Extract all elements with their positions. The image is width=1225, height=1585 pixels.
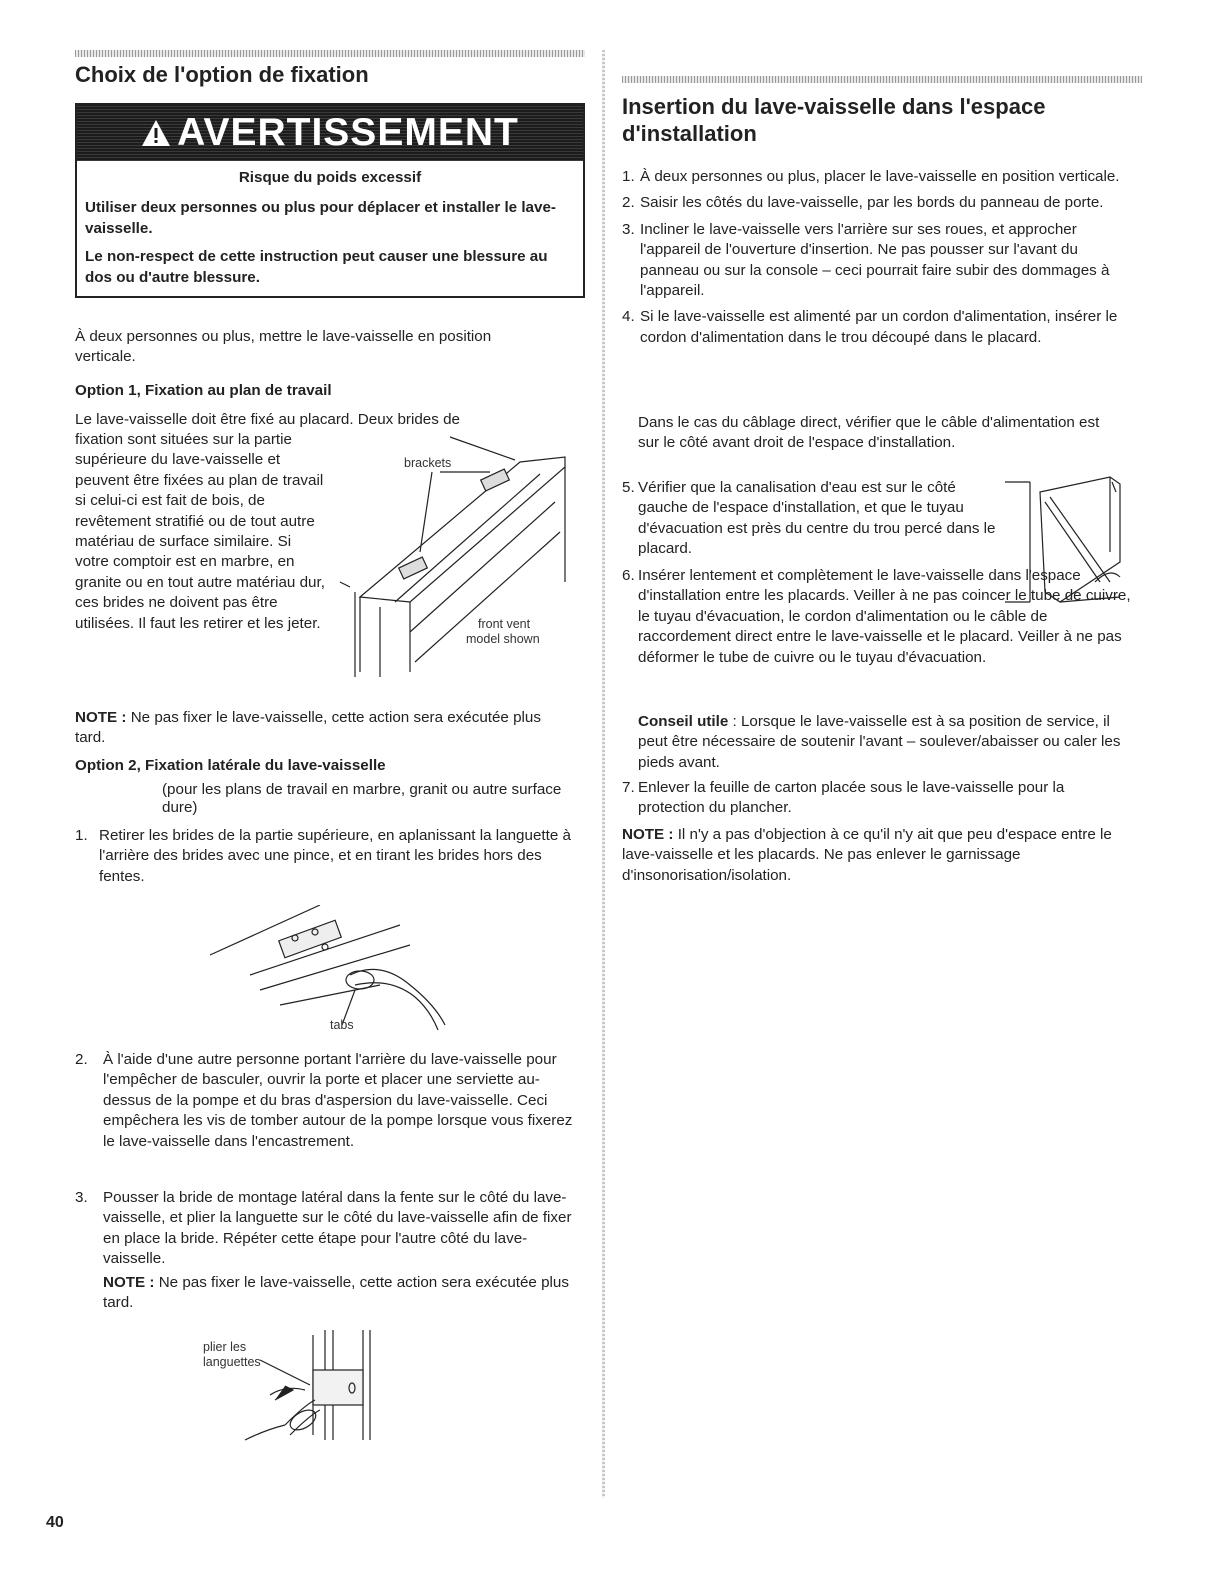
right-step-6: [622, 566, 1142, 668]
right-step-5-text: Vérifier que la canalisation d'eau est sur le côté gauche de l'espace d'installation, et que le tuyau d'évacuation est près du centre du trou percé dans le placard.: [638, 479, 996, 558]
right-step-2-num: 2.: [622, 194, 635, 212]
warning-banner: [77, 105, 583, 161]
note2-text: Ne pas fixer le lave-vaisselle, cette action sera exécutée plus tard.: [103, 1274, 569, 1312]
figure-fold-tabs: [195, 1330, 395, 1445]
step-2-num: 2.: [75, 1051, 88, 1068]
option1-heading: Option 1, Fixation au plan de travail: [75, 382, 332, 399]
right-step-7: [622, 778, 1122, 819]
right-step-5: [622, 478, 1002, 560]
step-1-left: [75, 826, 575, 887]
right-step-4-num: 4.: [622, 308, 635, 326]
right-note-text: Il n'y a pas d'objection à ce qu'il n'y ait que peu d'espace entre le lave-vaisselle et les placards. Ne pas enlever le garnissage d'insonorisation/isolation.: [622, 826, 1112, 884]
tip-text: : Lorsque le lave-vaisselle est à sa position de service, il peut être nécessaire de soutenir l'avant – soulever/abaisser ou caler les pieds avant.: [638, 713, 1121, 771]
right-step-1-text: À deux personnes ou plus, placer le lave-vaisselle en position verticale.: [640, 168, 1120, 185]
note2: [103, 1273, 573, 1314]
note2-label: NOTE :: [103, 1274, 155, 1291]
left-header-rule: [75, 50, 585, 57]
right-step-7-text: Enlever la feuille de carton placée sous le lave-vaisselle pour la protection du plancher.: [638, 779, 1065, 817]
right-step-5-num: 5.: [622, 479, 635, 496]
right-step-7-num: 7.: [622, 779, 635, 796]
option1-text-b: fixation sont situées sur la partie supérieure du lave-vaisselle et peuvent être fixées au plan de travail si celui-ci est fait de bois, de revêtement stratifié ou de tout autre matériau de surface similaire. Si votre comptoir est en marbre, en granite ou en tout autre matériau dur, ces brides ne doivent pas être utilisées. Il faut les retirer et les jeter.: [75, 431, 325, 632]
label-languettes: languettes: [203, 1355, 261, 1369]
label-brackets: brackets: [404, 456, 452, 470]
right-step-1: [622, 167, 1122, 187]
right-step-6-text: Insérer lentement et complètement le lave-vaisselle dans l'espace d'installation entre les placards. Veiller à ne pas coincer le tube de cuivre, le tuyau d'évacuation, le cordon d'alimentation ou le câble de raccordement direct entre le lave-vaisselle et le placard. Veiller à ne pas déformer le tube de cuivre ou le tuyau d'évacuation.: [638, 567, 1131, 666]
right-step-3-num: 3.: [622, 220, 635, 238]
option2-sub: (pour les plans de travail en marbre, granit ou autre surface dure): [162, 781, 562, 816]
warning-line-2: Le non-respect de cette instruction peut causer une blessure au dos ou d'autre blessure.: [85, 248, 548, 286]
step-1-num: 1.: [75, 827, 88, 844]
note1-label: NOTE :: [75, 709, 127, 726]
warning-heading: Risque du poids excessif: [238, 169, 422, 186]
right-step-6-num: 6.: [622, 567, 635, 584]
step-3-left: [75, 1188, 575, 1270]
right-step-4-extra: Dans le cas du câblage direct, vérifier que le câble d'alimentation est sur le côté avant droit de l'espace d'installation.: [638, 414, 1100, 452]
step-3-num: 3.: [75, 1189, 88, 1206]
tip-label: Conseil utile: [638, 713, 729, 730]
right-step-4-text: Si le lave-vaisselle est alimenté par un cordon d'alimentation, insérer le cordon d'alimentation dans le trou découpé dans le placard.: [640, 308, 1118, 346]
warning-body: [85, 168, 575, 296]
step-3-text: Pousser la bride de montage latéral dans la fente sur le côté du lave-vaisselle, et plier la languette sur le côté du lave-vaisselle afin de fixer en place la bride. Répéter cette étape pour l'autre côté du lave-vaisselle.: [103, 1189, 572, 1268]
step-2-text: À l'aide d'une autre personne portant l'arrière du lave-vaisselle pour l'empêcher de basculer, ouvrir la porte et placer une serviette au-dessus de la pompe et du bras d'aspersion du lave-vaisselle. Ceci empêchera les vis de tomber autour de la pompe lorsque vous fixerez le lave-vaisselle dans l'encastrement.: [103, 1051, 573, 1150]
step-1-text: Retirer les brides de la partie supérieure, en aplanissant la languette à l'arrière des brides avec une pince, et en tirant les brides hors des fentes.: [99, 827, 571, 885]
warning-banner-title: AVERTISSEMENT: [177, 111, 519, 154]
right-note-label: NOTE :: [622, 826, 674, 843]
step-2-left: [75, 1050, 575, 1152]
option2-heading: Option 2, Fixation latérale du lave-vaisselle: [75, 757, 386, 774]
warning-triangle-icon: [141, 119, 171, 147]
figure-brackets: [320, 432, 580, 682]
warning-line-1: Utiliser deux personnes ou plus pour déplacer et installer le lave-vaisselle.: [85, 199, 556, 237]
right-steps-list: [622, 167, 1122, 352]
label-plier-les: plier les: [203, 1340, 247, 1354]
right-header-rule: [622, 76, 1142, 83]
right-step-3: [622, 220, 1122, 302]
right-step-2-text: Saisir les côtés du lave-vaisselle, par les bords du panneau de porte.: [640, 194, 1104, 212]
figure-tabs: [210, 905, 450, 1040]
right-note: [622, 825, 1122, 886]
left-section-title: Choix de l'option de fixation: [75, 62, 369, 87]
right-step-4: [622, 307, 1122, 348]
note1: [75, 708, 565, 749]
right-step-1-num: 1.: [622, 168, 635, 185]
right-section-title: Insertion du lave-vaisselle dans l'espace d'installation: [622, 94, 1046, 146]
warning-box: [75, 103, 585, 298]
intro-paragraph: À deux personnes ou plus, mettre le lave-vaisselle en position verticale.: [75, 328, 492, 366]
right-tip: [638, 712, 1138, 773]
column-divider: [602, 50, 605, 1498]
right-step-2: [622, 193, 1122, 213]
label-model-shown: model shown: [466, 632, 540, 646]
option1-text-a: Le lave-vaisselle doit être fixé au placard. Deux brides de: [75, 411, 460, 428]
note1-text: Ne pas fixer le lave-vaisselle, cette action sera exécutée plus tard.: [75, 709, 541, 747]
label-front-vent: front vent: [478, 617, 531, 631]
right-step-3-text: Incliner le lave-vaisselle vers l'arrière sur ses roues, et approcher l'appareil de l'ouverture d'insertion. Ne pas pousser sur l'avant du panneau ou sur la console – ceci pourrait faire subir des dommages à l'appareil.: [640, 220, 1110, 300]
label-tabs: tabs: [330, 1018, 354, 1032]
page-number: 40: [46, 1514, 64, 1531]
